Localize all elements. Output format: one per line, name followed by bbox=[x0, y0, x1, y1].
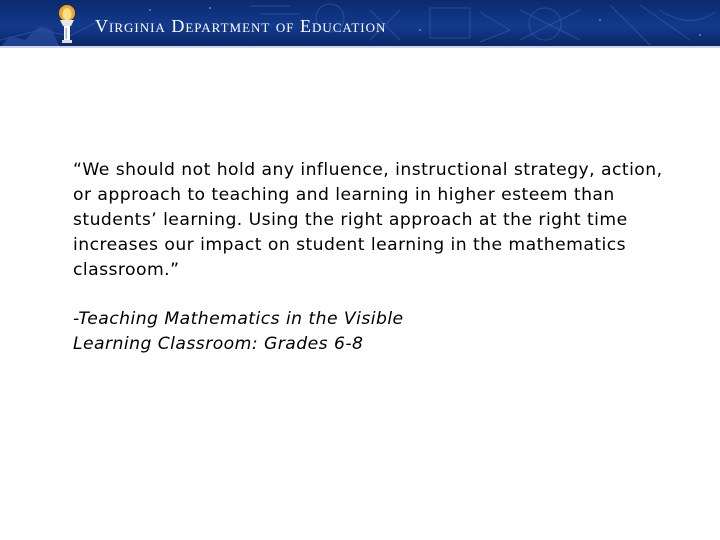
header-title: Virginia Department of Education bbox=[95, 16, 387, 36]
quote-block bbox=[73, 158, 673, 357]
banner-divider bbox=[0, 46, 720, 48]
quote-attribution: -Teaching Mathematics in the Visible Learning Classroom: Grades 6-8 bbox=[73, 309, 404, 354]
header-banner bbox=[0, 0, 720, 48]
torch-icon bbox=[54, 4, 80, 46]
quote-text: “We should not hold any influence, instructional strategy, action, or approach to teaching and learning in higher esteem than students’ learning. Using the right approach at the right time increases our impact on student learning in the mathematics classroom.” bbox=[73, 160, 663, 280]
